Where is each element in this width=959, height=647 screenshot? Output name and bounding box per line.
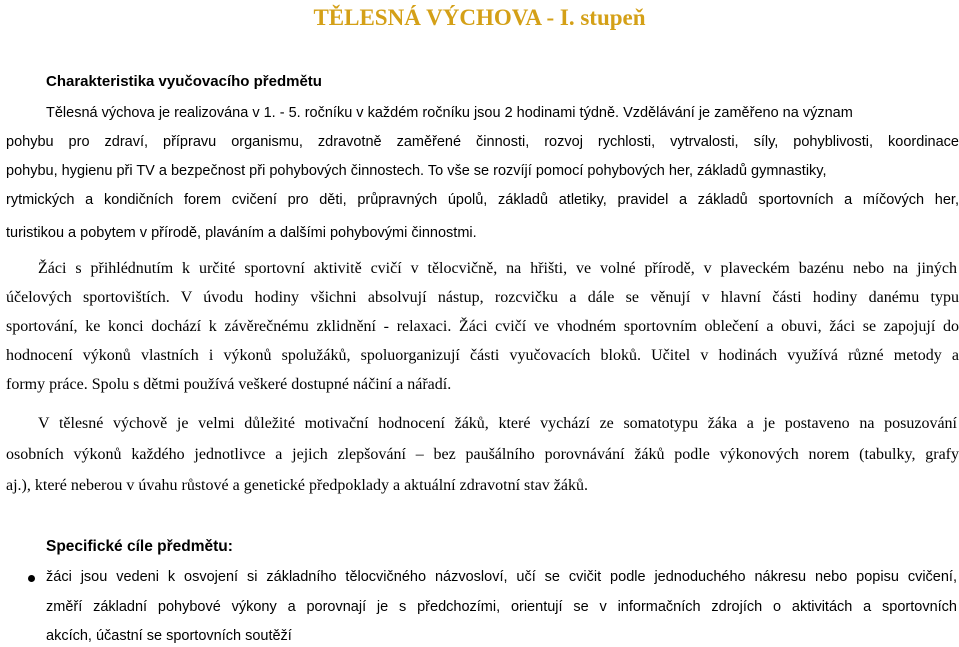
paragraph-line: rytmických a kondičních forem cvičení pro děti, průpravných úpolů, základů atletiky, pravidel a základů sportovních a míčových her,: [6, 192, 959, 208]
paragraph-line: aj.), které neberou v úvahu růstové a genetické předpoklady a aktuální zdravotní stav žáků.: [6, 477, 588, 494]
section-heading-characteristics: Charakteristika vyučovacího předmětu: [46, 73, 322, 90]
bullet-line: změří základní pohybové výkony a porovnají je s předchozími, orientují se v informačních zdrojích o aktivitách a sportovních: [46, 599, 957, 615]
paragraph-line: hodnocení výkonů vlastních i výkonů spolužáků, spoluorganizují části vyučovacích bloků. Učitel v hodinách využívá různé metody a: [6, 347, 959, 364]
paragraph-line: formy práce. Spolu s dětmi používá veškeré dostupné náčiní a nářadí.: [6, 376, 452, 393]
paragraph-line: účelových sportovištích. V úvodu hodiny všichni absolvují nástup, rozcvičku a dále se věnují v hlavní části hodiny danému typu: [6, 289, 959, 306]
paragraph-line: sportování, ke konci dochází k závěrečnému zklidnění - relaxaci. Žáci cvičí ve vhodném sportovním oblečení a obuvi, žáci se zapojují do: [6, 318, 959, 335]
bullet-line: žáci jsou vedeni k osvojení si základního tělocvičného názvosloví, učí se cvičit podle jednoduchého nákresu nebo popisu cvičení,: [46, 569, 957, 585]
paragraph-line: [6, 161, 959, 181]
paragraph-line: osobních výkonů každého jednotlivce a jejich zlepšování – bez paušálního porovnávání žáků podle výkonových norem (tabulky, grafy: [6, 446, 959, 463]
section-heading-text: Specifické cíle předmětu:: [46, 538, 233, 555]
paragraph-line: Žáci s přihlédnutím k určité sportovní aktivitě cvičí v tělocvičně, na hřišti, ve volné přírodě, v plaveckém bazénu nebo na jiných: [38, 260, 957, 277]
bullet-line: akcích, účastní se sportovních soutěží: [46, 628, 292, 644]
bullet-icon: [28, 575, 35, 582]
paragraph-line-part: pohybu, hygienu při TV a bezpečnost při pohybových činnostech. To vše se rozvíjí pomocí pohybových her, základů gymnastiky,: [6, 163, 827, 179]
paragraph-line: turistikou a pobytem v přírodě, plaváním a dalšími pohybovými činnostmi.: [6, 225, 477, 241]
page-title: TĚLESNÁ VÝCHOVA - I. stupeň: [313, 5, 646, 30]
paragraph-line: Tělesná výchova je realizována v 1. - 5. ročníku v každém ročníku jsou 2 hodinami týdně. Vzdělávání je zaměřeno na význam: [46, 105, 853, 121]
paragraph-line: V tělesné výchově je velmi důležité motivační hodnocení žáků, které vychází ze somatotypu žáka a je postaveno na posuzování: [38, 415, 957, 432]
paragraph-line: pohybu pro zdraví, přípravu organismu, zdravotně zaměřené činnosti, rozvoj rychlosti, vytrvalosti, síly, pohyblivosti, koordinace: [6, 134, 959, 150]
section-heading-specific-goals: [46, 537, 233, 557]
